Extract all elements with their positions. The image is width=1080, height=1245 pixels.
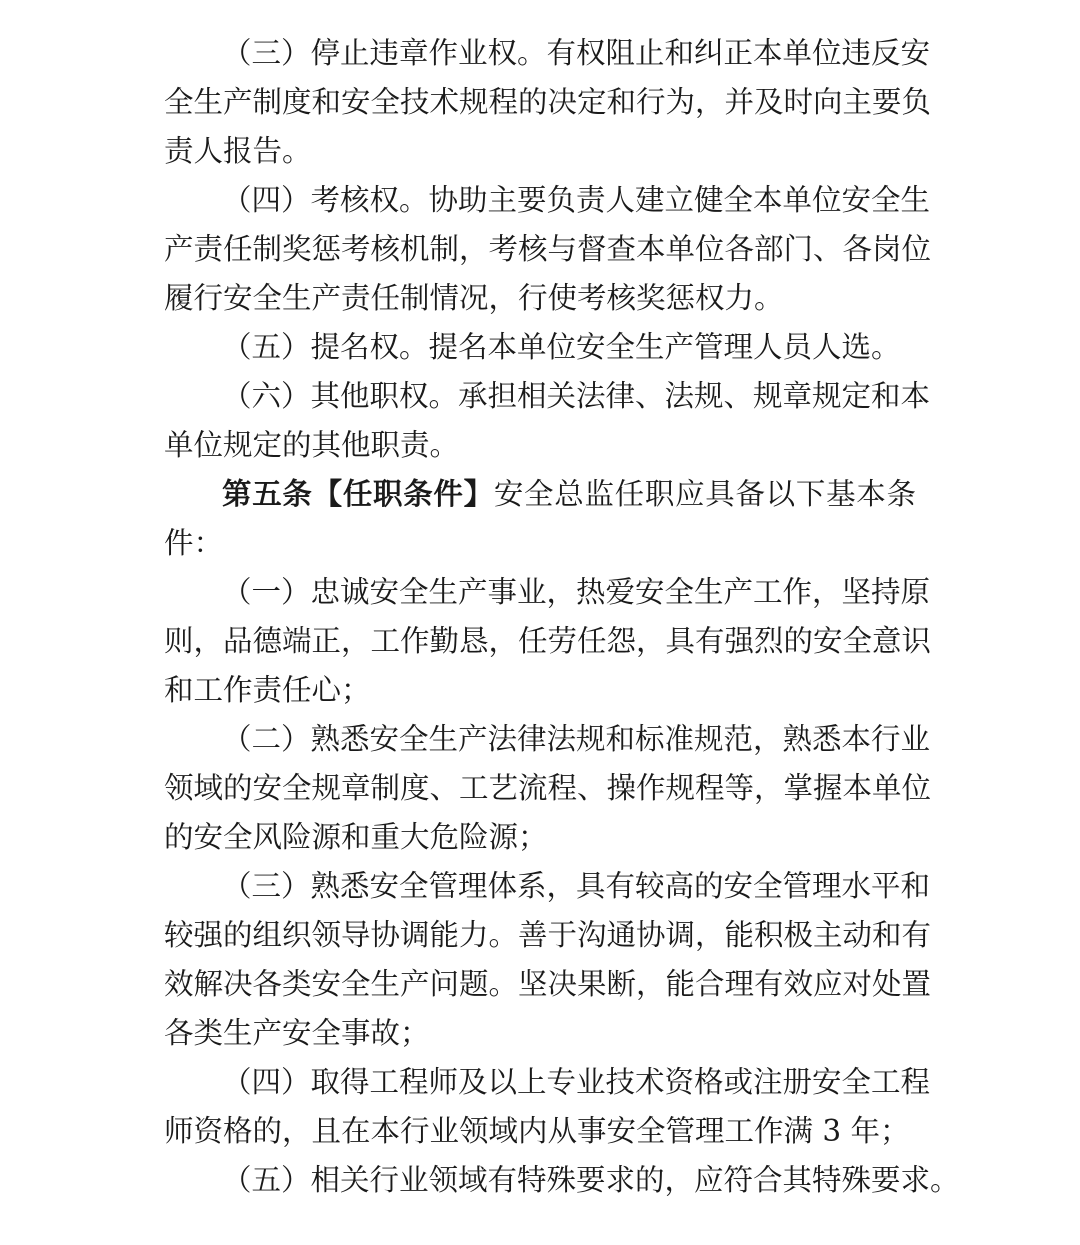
article-heading-line — [222, 469, 916, 519]
paragraph-line: 件： — [164, 526, 224, 560]
paragraph-line: 和工作责任心； — [164, 673, 371, 707]
paragraph-line: （五）相关行业领域有特殊要求的，应符合其特殊要求。 — [222, 1163, 960, 1197]
paragraph-line: 则，品德端正，工作勤恳，任劳任怨，具有强烈的安全意识 — [164, 624, 932, 658]
paragraph-line: （三）熟悉安全管理体系，具有较高的安全管理水平和 — [222, 869, 931, 903]
paragraph-line: 效解决各类安全生产问题。坚决果断，能合理有效应对处置 — [164, 967, 932, 1001]
paragraph-line: （六）其他职权。承担相关法律、法规、规章规定和本 — [222, 379, 931, 413]
article-heading-text: 安全总监任职应具备以下基本条 — [493, 477, 916, 511]
paragraph-line: 单位规定的其他职责。 — [164, 428, 460, 462]
paragraph-line: 的安全风险源和重大危险源； — [164, 820, 548, 854]
paragraph-line: （三）停止违章作业权。有权阻止和纠正本单位违反安 — [222, 36, 931, 70]
paragraph-line: 师资格的，且在本行业领域内从事安全管理工作满 3 年； — [164, 1114, 910, 1148]
paragraph-line: 领域的安全规章制度、工艺流程、操作规程等，掌握本单位 — [164, 771, 932, 805]
paragraph-line: 较强的组织领导协调能力。善于沟通协调，能积极主动和有 — [164, 918, 932, 952]
paragraph-line: （二）熟悉安全生产法律法规和标准规范，熟悉本行业 — [222, 722, 931, 756]
paragraph-line: 责人报告。 — [164, 134, 312, 168]
paragraph-line: 各类生产安全事故； — [164, 1016, 430, 1050]
paragraph-line: 产责任制奖惩考核机制，考核与督查本单位各部门、各岗位 — [164, 232, 932, 266]
paragraph-line: （四）取得工程师及以上专业技术资格或注册安全工程 — [222, 1065, 931, 1099]
paragraph-line: 全生产制度和安全技术规程的决定和行为，并及时向主要负 — [164, 85, 932, 119]
paragraph-line: （五）提名权。提名本单位安全生产管理人员人选。 — [222, 330, 901, 364]
paragraph-line: （四）考核权。协助主要负责人建立健全本单位安全生 — [222, 183, 931, 217]
paragraph-line: （一）忠诚安全生产事业，热爱安全生产工作，坚持原 — [222, 575, 931, 609]
article-heading: 第五条【任职条件】 — [222, 477, 494, 511]
paragraph-line: 履行安全生产责任制情况，行使考核奖惩权力。 — [164, 281, 784, 315]
